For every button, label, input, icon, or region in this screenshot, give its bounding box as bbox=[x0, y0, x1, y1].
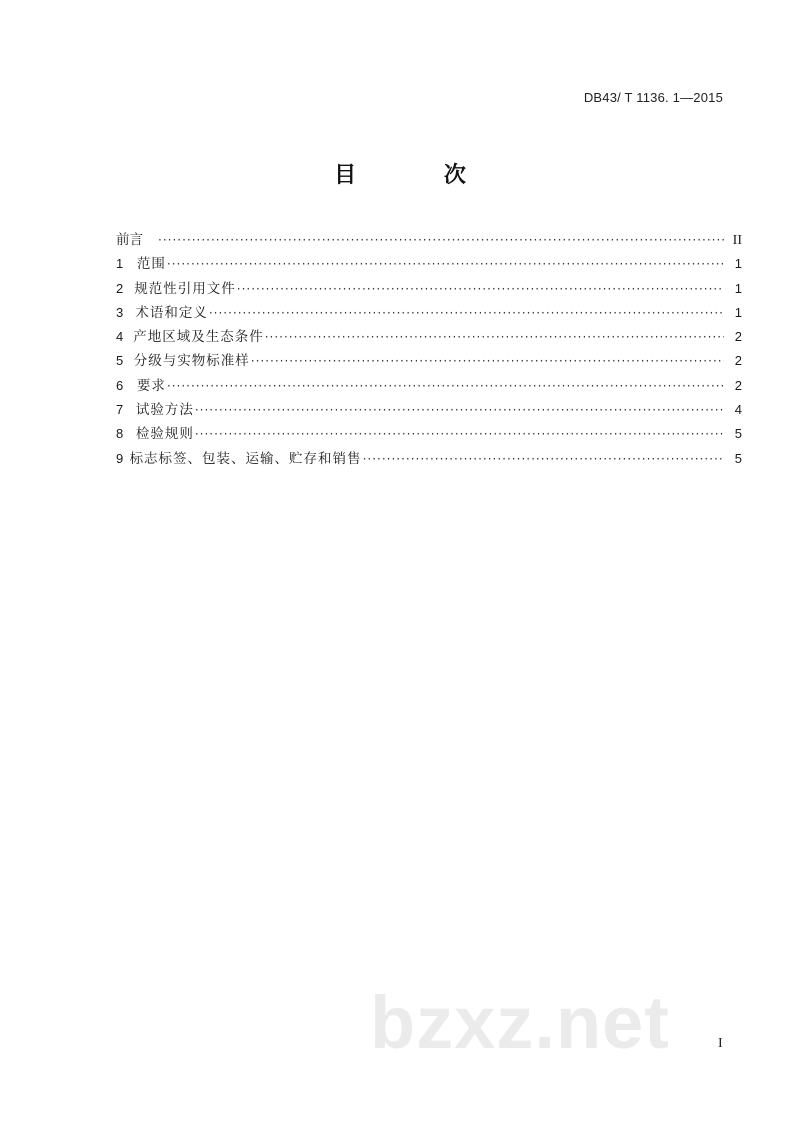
toc-label: 检验规则 bbox=[135, 426, 194, 443]
toc-label: 标志标签、包装、运输、贮存和销售 bbox=[129, 450, 362, 467]
toc-number: 8 bbox=[116, 426, 124, 442]
toc-number: 9 bbox=[116, 450, 124, 466]
toc-page-number: 2 bbox=[734, 329, 742, 345]
toc-entry-3[interactable] bbox=[116, 301, 742, 325]
toc-label: 规范性引用文件 bbox=[134, 280, 236, 297]
toc-entry-4[interactable] bbox=[116, 325, 742, 349]
toc-label: 产地区域及生态条件 bbox=[133, 329, 264, 346]
toc-entry-8[interactable] bbox=[116, 422, 742, 446]
toc-label: 前言 bbox=[116, 232, 143, 248]
toc-page-number: 5 bbox=[734, 426, 742, 442]
toc-page-number: 1 bbox=[734, 304, 742, 320]
toc-page-number: 1 bbox=[734, 256, 742, 272]
toc-entry-6[interactable] bbox=[116, 374, 742, 398]
toc-number: 2 bbox=[116, 280, 124, 296]
toc-number: 6 bbox=[116, 377, 124, 393]
toc-entry-5[interactable] bbox=[116, 349, 742, 373]
toc-number: 1 bbox=[116, 256, 124, 272]
toc-leader-dots bbox=[195, 398, 724, 422]
toc-entry-7[interactable] bbox=[116, 398, 742, 422]
toc-page-number: 5 bbox=[734, 450, 742, 466]
watermark: bzxz.net bbox=[370, 981, 670, 1064]
toc-label: 范围 bbox=[136, 256, 166, 273]
toc-page-number: 1 bbox=[734, 280, 742, 296]
toc-number: 7 bbox=[116, 402, 124, 418]
page-number: I bbox=[718, 1036, 723, 1051]
toc-label: 术语和定义 bbox=[135, 304, 208, 321]
document-code: DB43/ T 1136. 1—2015 bbox=[583, 90, 723, 105]
toc-entry-preface[interactable] bbox=[116, 228, 742, 252]
page-title: 目 次 bbox=[334, 163, 506, 188]
toc-entry-9[interactable] bbox=[116, 447, 742, 471]
toc-entry-1[interactable] bbox=[116, 252, 742, 276]
toc-leader-dots bbox=[265, 325, 724, 349]
toc-leader-dots bbox=[158, 228, 724, 252]
toc-number: 4 bbox=[116, 329, 124, 345]
toc-label: 试验方法 bbox=[135, 402, 194, 419]
toc-number: 5 bbox=[116, 353, 124, 369]
toc-leader-dots bbox=[237, 277, 724, 301]
toc-entry-2[interactable] bbox=[116, 277, 742, 301]
toc-label: 分级与实物标准样 bbox=[133, 353, 250, 370]
toc-leader-dots bbox=[195, 422, 724, 446]
toc-page-number: 4 bbox=[734, 402, 742, 418]
toc-page-number: 2 bbox=[734, 377, 742, 393]
toc-leader-dots bbox=[209, 301, 724, 325]
toc-page-number: II bbox=[732, 233, 742, 248]
toc-number: 3 bbox=[116, 304, 124, 320]
toc-page-number: 2 bbox=[734, 353, 742, 369]
toc-leader-dots bbox=[167, 374, 724, 398]
toc-leader-dots bbox=[363, 447, 724, 471]
toc-leader-dots bbox=[251, 349, 724, 373]
table-of-contents bbox=[116, 228, 742, 471]
toc-leader-dots bbox=[167, 252, 724, 276]
toc-label: 要求 bbox=[136, 377, 166, 394]
